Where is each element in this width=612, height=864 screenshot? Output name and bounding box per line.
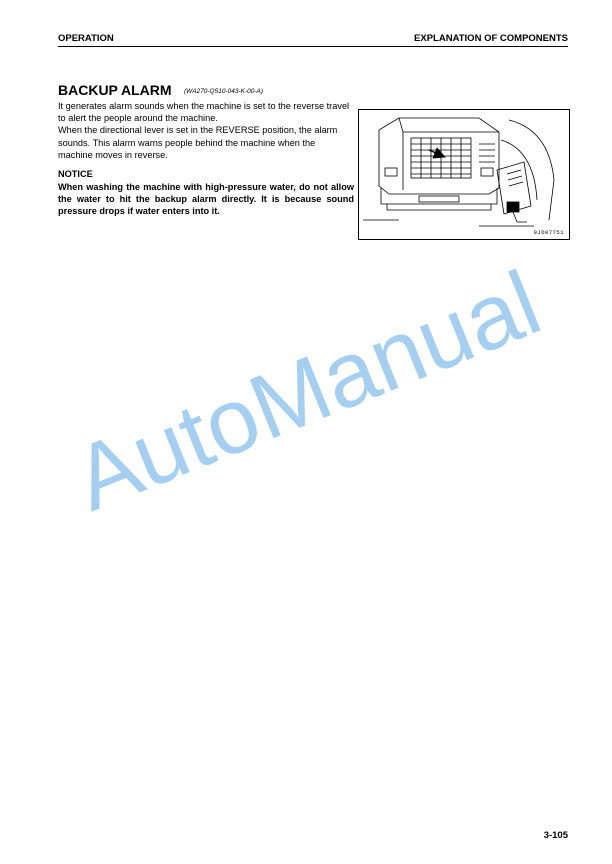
notice-heading: NOTICE [58,169,93,179]
section-body [58,100,352,161]
figure-id: 9JD07751 [533,229,564,236]
watermark: AutoManual [60,251,554,531]
section-title: BACKUP ALARM [58,82,172,98]
body-paragraph-2: When the directional lever is set in the REVERSE position, the alarm sounds. This alarm warns people behind the machine when the machine moves in reverse. [58,125,338,160]
page-header [58,32,568,47]
body-paragraph-1: It generates alarm sounds when the machine is set to the reverse travel to alert the people around the machine. [58,101,350,124]
section-code: (WA270-Q510-043-K-00-A) [184,88,264,95]
header-right: EXPLANATION OF COMPONENTS [414,33,568,44]
backup-alarm-figure [358,109,570,240]
page-number: 3-105 [543,830,568,841]
backup-alarm-illustration-icon [359,110,569,239]
notice-text: When washing the machine with high-pressure water, do not allow the water to hit the backup alarm directly. It is because sound pressure drops if water enters into it. [58,182,354,217]
header-left: OPERATION [58,33,114,44]
section-title-row [58,82,263,100]
